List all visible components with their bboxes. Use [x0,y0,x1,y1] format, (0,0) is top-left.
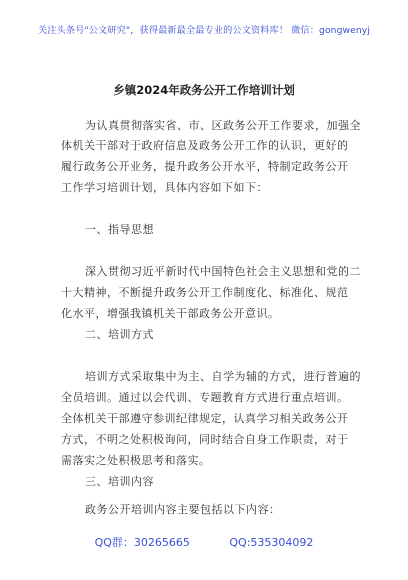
paragraph-line: 全体机关干部遵守参训纪律规定，认真学习相关政务公开 [61,412,349,425]
paragraph-line: 深入贯彻习近平新时代中国特色社会主义思想和党的二 [85,265,361,278]
section-heading: 三、培训内容 [85,475,154,488]
paragraph-line: 十大精神，不断提升政务公开工作制度化、标准化、规范 [61,286,349,299]
section-heading: 一、指导思想 [85,223,154,236]
paragraph-line: 体机关干部对于政府信息及政务公开工作的认识，更好的 [61,139,349,152]
paragraph-line: 履行政务公开业务，提升政务公开水平，特制定政务公开 [61,160,349,173]
section-heading: 二、培训方式 [85,328,154,341]
paragraph-line: 方式，不明之处积极询问，同时结合自身工作职责，对于 [61,433,349,446]
paragraph-line: 全员培训。通过以会代训、专题教育方式进行重点培训。 [61,391,349,404]
paragraph-line: 需落实之处积极思考和落实。 [61,454,211,467]
document-title: 乡镇2024年政务公开工作培训计划 [113,83,295,97]
paragraph-line: 为认真贯彻落实省、市、区政务公开工作要求，加强全 [85,119,361,132]
qq-group-text: QQ群：30265665 [94,536,190,549]
paragraph-line: 政务公开培训内容主要包括以下内容： [85,503,281,516]
contact-footer [0,534,408,550]
paragraph-line: 化水平，增强我镇机关干部政务公开意识。 [61,307,280,320]
paragraph-line: 培训方式采取集中为主、自学为辅的方式，进行普遍的 [85,370,361,383]
paragraph-line: 工作学习培训计划，具体内容如下如下： [61,181,268,194]
watermark-header: 关注头条号"公文研究"，获得最新最全最专业的公文资料库！ 微信：gongwenyj [38,25,370,36]
qq-text: QQ:535304092 [229,536,314,549]
